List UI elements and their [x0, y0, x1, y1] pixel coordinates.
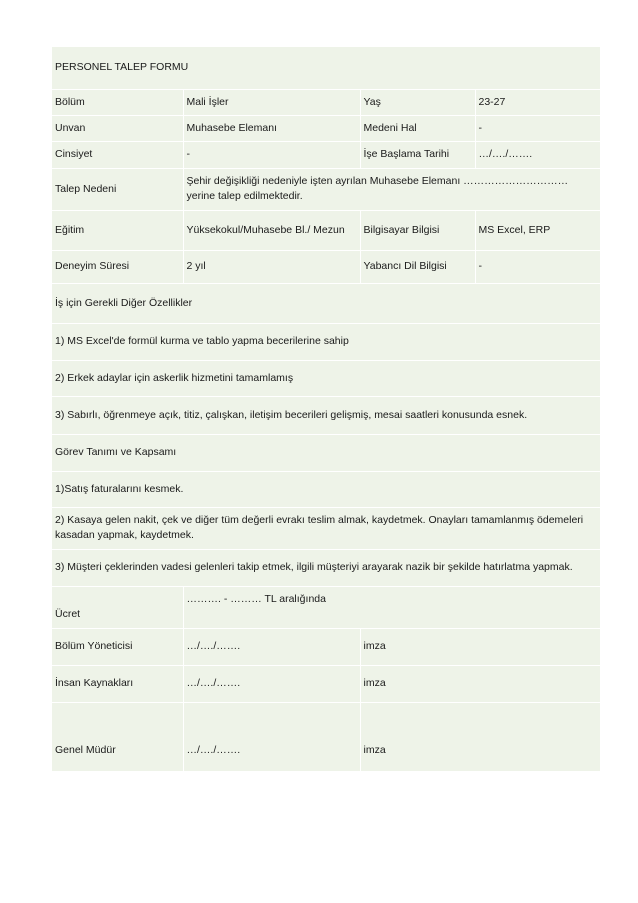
department-label: Bölüm [52, 89, 183, 115]
signature-label: Bölüm Yöneticisi [52, 628, 183, 665]
signature-date: …/…./……. [183, 628, 360, 665]
language-label: Yabancı Dil Bilgisi [360, 250, 475, 283]
personnel-request-form [52, 47, 601, 772]
signature-label: İnsan Kaynakları [52, 665, 183, 702]
education-label: Eğitim [52, 210, 183, 250]
duty-item: 3) Müşteri çeklerinden vadesi gelenleri takip etmek, ilgili müşteriyi arayarak nazik bir şekilde hatırlatma yapmak. [52, 549, 600, 586]
gender-label: Cinsiyet [52, 141, 183, 168]
duties-heading: Görev Tanımı ve Kapsamı [52, 434, 600, 471]
request-reason-value: Şehir değişikliği nedeniyle işten ayrılan Muhasebe Elemanı ………………………… yerine talep edilmektedir. [183, 168, 600, 210]
education-value: Yüksekokul/Muhasebe Bl./ Mezun [183, 210, 360, 250]
salary-value: ………. - ……… TL aralığında [183, 586, 600, 628]
marital-status-value: - [475, 115, 600, 141]
requirement-item: 2) Erkek adaylar için askerlik hizmetini tamamlamış [52, 360, 600, 396]
duty-item: 1)Satış faturalarını kesmek. [52, 471, 600, 507]
title-value: Muhasebe Elemanı [183, 115, 360, 141]
duty-item: 2) Kasaya gelen nakit, çek ve diğer tüm değerli evrakı teslim almak, kaydetmek. Onayları tamamlanmış ödemeleri kasadan yapmak, kaydetmek. [52, 507, 600, 549]
signature-date: …/…./……. [183, 665, 360, 702]
start-date-label: İşe Başlama Tarihi [360, 141, 475, 168]
signature-field: imza [360, 665, 600, 702]
department-value: Mali İşler [183, 89, 360, 115]
request-reason-label: Talep Nedeni [52, 168, 183, 210]
salary-label: Ücret [52, 586, 183, 628]
form-title: PERSONEL TALEP FORMU [52, 47, 600, 89]
signature-field: imza [360, 628, 600, 665]
experience-value: 2 yıl [183, 250, 360, 283]
start-date-value: …/…./……. [475, 141, 600, 168]
computer-skills-value: MS Excel, ERP [475, 210, 600, 250]
requirement-item: 1) MS Excel'de formül kurma ve tablo yapma becerilerine sahip [52, 323, 600, 360]
signature-field: imza [360, 702, 600, 771]
requirements-heading: İş için Gerekli Diğer Özellikler [52, 283, 600, 323]
computer-skills-label: Bilgisayar Bilgisi [360, 210, 475, 250]
age-label: Yaş [360, 89, 475, 115]
language-value: - [475, 250, 600, 283]
gender-value: - [183, 141, 360, 168]
signature-date: …/…./……. [183, 702, 360, 771]
marital-status-label: Medeni Hal [360, 115, 475, 141]
title-label: Unvan [52, 115, 183, 141]
signature-label: Genel Müdür [52, 702, 183, 771]
experience-label: Deneyim Süresi [52, 250, 183, 283]
requirement-item: 3) Sabırlı, öğrenmeye açık, titiz, çalışkan, iletişim becerileri gelişmiş, mesai saatleri konusunda esnek. [52, 396, 600, 434]
age-value: 23-27 [475, 89, 600, 115]
